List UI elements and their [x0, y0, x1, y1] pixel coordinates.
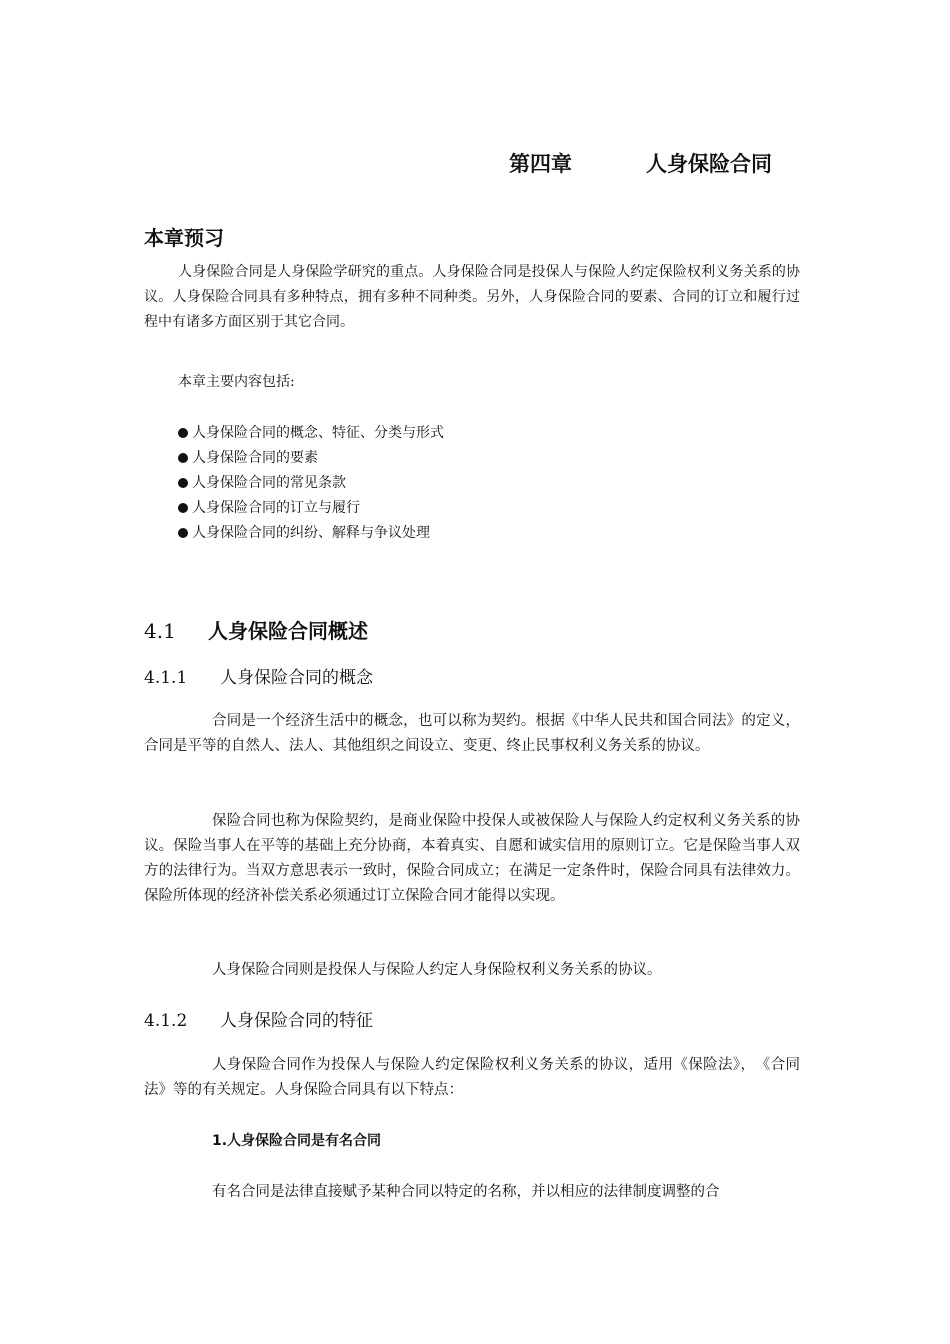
- point-heading: 1.人身保险合同是有名合同: [212, 1133, 382, 1149]
- list-item: 人身保险合同的纠纷、解释与争议处理: [178, 521, 444, 546]
- bullet-icon: [178, 478, 188, 488]
- list-item: 人身保险合同的订立与履行: [178, 496, 444, 521]
- paragraph: 人身保险合同则是投保人与保险人约定人身保险权利义务关系的协议。: [212, 962, 662, 978]
- list-item: 人身保险合同的要素: [178, 446, 444, 471]
- subsection-number: 4.1.1: [144, 668, 188, 688]
- chapter-label: 第四章: [509, 152, 572, 176]
- bullet-icon: [178, 503, 188, 513]
- contents-list: [178, 421, 444, 546]
- subsection-title: 人身保险合同的特征: [220, 1011, 373, 1031]
- section-heading: [144, 615, 368, 644]
- bullet-icon: [178, 453, 188, 463]
- preview-heading: 本章预习: [144, 226, 224, 250]
- section-title: 人身保险合同概述: [208, 619, 368, 643]
- list-item: 人身保险合同的常见条款: [178, 471, 444, 496]
- chapter-title: [509, 148, 772, 178]
- paragraph: 有名合同是法律直接赋予某种合同以特定的名称，并以相应的法律制度调整的合: [212, 1184, 720, 1200]
- subsection-heading: [144, 1006, 373, 1031]
- bullet-icon: [178, 428, 188, 438]
- bullet-icon: [178, 528, 188, 538]
- chapter-name: 人身保险合同: [646, 152, 772, 176]
- list-item: 人身保险合同的概念、特征、分类与形式: [178, 421, 444, 446]
- section-number: 4.1: [144, 619, 176, 643]
- preview-intro: 人身保险合同是人身保险学研究的重点。人身保险合同是投保人与保险人约定保险权利义务关系的协议。人身保险合同具有多种特点，拥有多种不同种类。另外，人身保险合同的要素、合同的订立和履行过程中有诸多方面区别于其它合同。: [144, 264, 800, 330]
- paragraph: 合同是一个经济生活中的概念，也可以称为契约。根据《中华人民共和国合同法》的定义，合同是平等的自然人、法人、其他组织之间设立、变更、终止民事权利义务关系的协议。: [144, 713, 800, 754]
- subsection-number: 4.1.2: [144, 1011, 188, 1031]
- subsection-title: 人身保险合同的概念: [220, 668, 373, 688]
- paragraph: 人身保险合同作为投保人与保险人约定保险权利义务关系的协议，适用《保险法》， 《合同法》等的有关规定。人身保险合同具有以下特点：: [144, 1057, 800, 1098]
- subsection-heading: [144, 663, 373, 688]
- paragraph: 保险合同也称为保险契约，是商业保险中投保人或被保险人与保险人约定权利义务关系的协议。保险当事人在平等的基础上充分协商，本着真实、自愿和诚实信用的原则订立。它是保险当事人双方的法律行为。当双方意思表示一致时，保险合同成立；在满足一定条件时，保险合同具有法律效力。保险所体现的经济补偿关系必须通过订立保险合同才能得以实现。: [144, 813, 800, 904]
- contents-lead: 本章主要内容包括:: [178, 374, 295, 390]
